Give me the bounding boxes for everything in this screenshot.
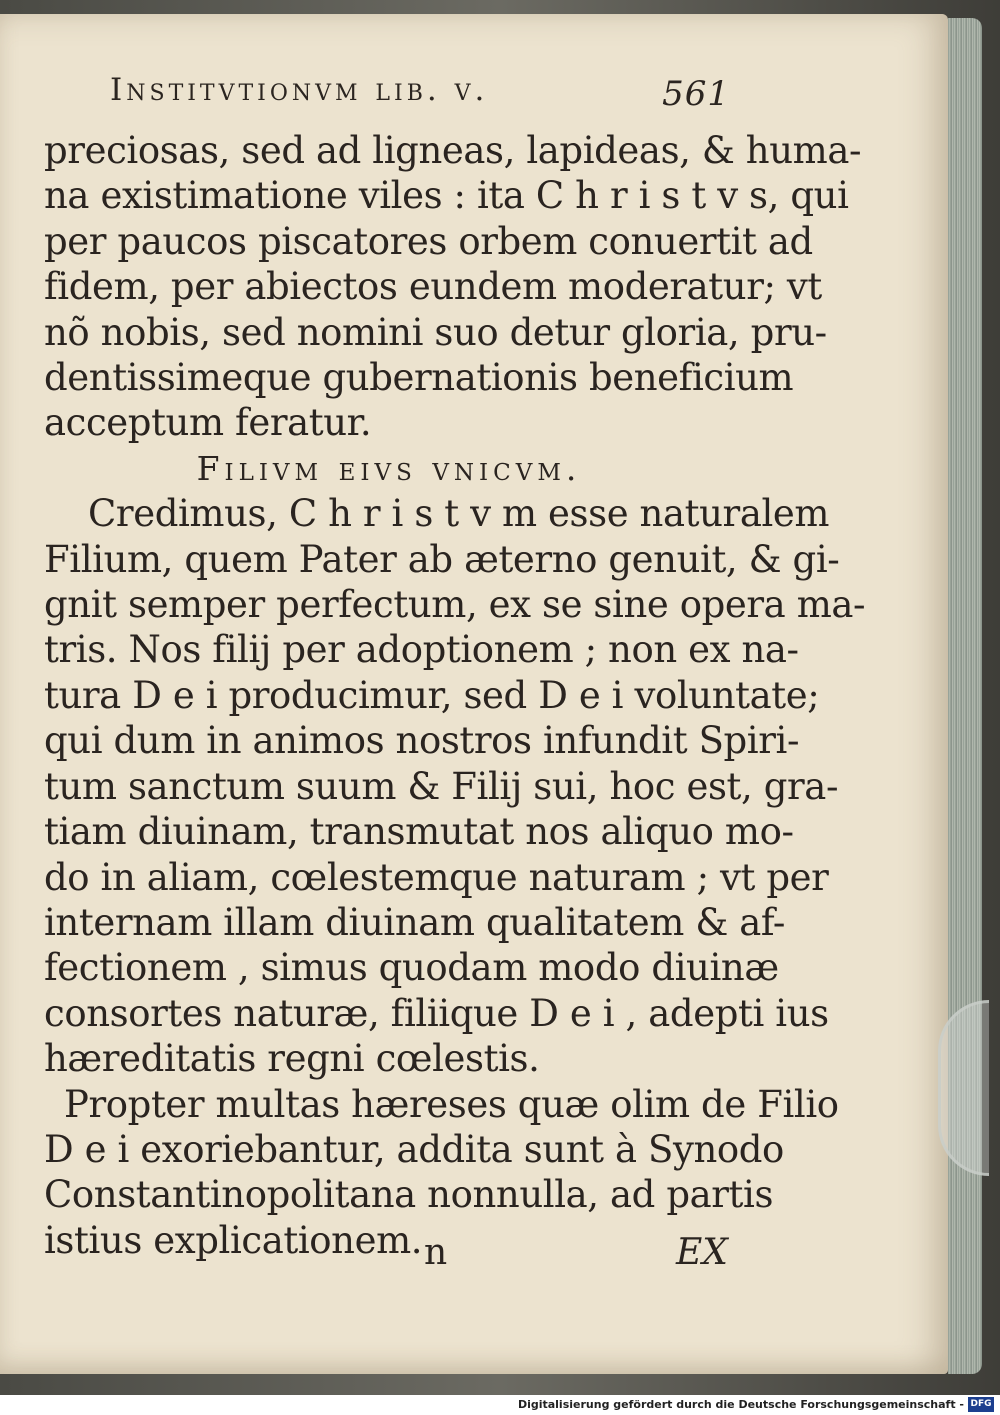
text-line: preciosas, sed ad ligneas, lapideas, & huma- (44, 129, 862, 172)
text-block (44, 128, 866, 1263)
text-line: Constantinopolitana nonnulla, ad partis (44, 1173, 774, 1217)
text-line: nõ nobis, sed nomini suo detur gloria, pru- (44, 310, 827, 354)
text-line: istius explicationem. (44, 1218, 423, 1262)
text-line: consortes naturæ, filiique D e i , adepti ius (44, 991, 829, 1035)
text-line: acceptum feratur. (44, 401, 372, 445)
text-line: Propter multas hæreses quæ olim de Filio (64, 1082, 839, 1126)
text-line: D e i exoriebantur, addita sunt à Synodo (44, 1127, 784, 1171)
text-line: gnit semper perfectum, ex se sine opera ma- (44, 583, 866, 627)
text-line: do in aliam, cœlestemque naturam ; vt per (44, 855, 829, 899)
funding-credit: Digitalisierung gefördert durch die Deutsche Forschungsgemeinschaft - (517, 1398, 964, 1411)
text-line: tris. Nos filij per adoptionem ; non ex na- (44, 628, 799, 672)
text-line: Credimus, C h r i s t v m esse naturalem (88, 492, 830, 536)
text-line: per paucos piscatores orbem conuertit ad (44, 219, 813, 263)
signature-mark: n (424, 1232, 448, 1273)
catchword: EX (676, 1232, 728, 1273)
text-line: tura D e i producimur, sed D e i voluntate; (44, 673, 820, 717)
page-number: 561 (662, 74, 730, 114)
text-line: na existimatione viles : ita C h r i s t v s, qui (44, 174, 849, 218)
text-line: dentissimeque gubernationis beneficium (44, 356, 794, 400)
section-heading: Filivm eivs vnicvm. (196, 448, 582, 488)
text-line: qui dum in animos nostros infundit Spiri- (44, 719, 800, 763)
text-line: fidem, per abiectos eundem moderatur; vt (44, 265, 822, 309)
text-line: Filium, quem Pater ab æterno genuit, & gi- (44, 537, 840, 581)
text-line: fectionem , simus quodam modo diuinæ (44, 946, 779, 990)
dfg-logo: DFG (968, 1397, 994, 1412)
text-line: internam illam diuinam qualitatem & af- (44, 900, 785, 944)
running-head-title: Institvtionvm lib. v. (110, 72, 489, 108)
running-head (110, 72, 730, 122)
text-line: hæreditatis regni cœlestis. (44, 1037, 540, 1081)
text-line: tiam diuinam, transmutat nos aliquo mo- (44, 810, 794, 854)
page-clip (938, 1000, 989, 1176)
text-line: tum sanctum suum & Filij sui, hoc est, gra- (44, 764, 839, 808)
